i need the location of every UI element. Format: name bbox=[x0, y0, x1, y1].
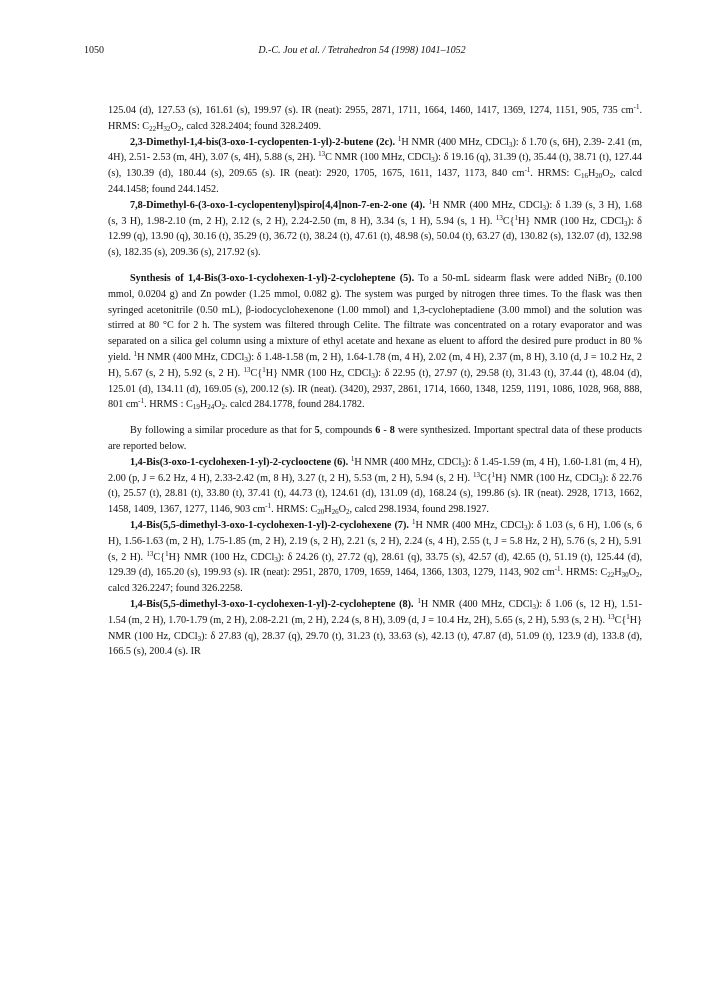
paragraph bbox=[108, 198, 642, 261]
text-run: H bbox=[587, 168, 596, 180]
text-run: , calcd 328.2404; found 328.2409. bbox=[181, 120, 322, 132]
text-run: H NMR (400 MHz, CDCl bbox=[420, 598, 533, 610]
text-run: H} NMR (100 Hz, CDCl bbox=[495, 472, 599, 484]
superscript: 1 bbox=[165, 549, 169, 558]
subscript: 3 bbox=[274, 555, 278, 564]
running-header bbox=[84, 44, 640, 58]
text-run: H NMR (400 MHz, CDCl bbox=[137, 351, 245, 363]
subscript: 3 bbox=[244, 355, 248, 364]
subscript: 3 bbox=[508, 140, 513, 149]
paragraph bbox=[108, 455, 642, 518]
text-run: ): δ 1.45-1.59 (m, 4 H), 1.60-1.81 (m, 4 H), 2.00 (p, J = 6.2 Hz, 4 H), 2.33-2.42 (m, 8 H), 3.27 (t, 2 H), 5.53 (m, 2 H), 5.94 (s, 2 H). bbox=[108, 456, 642, 484]
text-run: O bbox=[602, 168, 610, 180]
subscript: 26 bbox=[331, 508, 339, 517]
superscript: 1 bbox=[262, 365, 266, 374]
text-run: ): δ 27.83 (q), 28.37 (q), 29.70 (t), 31.23 (t), 33.63 (s), 42.13 (t), 47.87 (d), 51.09 (t), 123.9 (d), 133.8 (d), 166.5 (s), 200.4 (s). IR bbox=[108, 630, 642, 658]
journal-citation: D.-C. Jou et al. / Tetrahedron 54 (1998) 1041–1052 bbox=[258, 45, 466, 56]
subscript: 20 bbox=[595, 172, 603, 181]
text-run: - bbox=[380, 425, 390, 437]
text-run: 125.04 (d), 127.53 (s), 161.61 (s), 199.97 (s). IR (neat): 2955, 2871, 1711, 1664, 1460, 1417, 1369, 1274, 1151, 905, 735 cm bbox=[108, 105, 634, 116]
text-run: , calcd 326.2247; found 326.2258. bbox=[108, 567, 642, 595]
text-run: H NMR (400 MHz, CDCl bbox=[354, 456, 462, 468]
text-run: C{ bbox=[250, 367, 263, 379]
text-run: C{ bbox=[614, 614, 627, 626]
article-body bbox=[108, 103, 642, 660]
subscript: 22 bbox=[149, 124, 157, 133]
text-run: C{ bbox=[153, 551, 166, 563]
text-run: ): δ 22.76 (t), 25.57 (t), 28.81 (t), 33.80 (t), 37.41 (t), 44.73 (t), 124.61 (d), 131.09 (d), 168.24 (s), 199.86 (s). IR (neat). 2928, 1713, 1662, 1458, 1409, 1367, 1277, 1146, 903 cm bbox=[108, 472, 642, 516]
superscript: -1 bbox=[524, 166, 531, 175]
paragraph bbox=[108, 518, 642, 597]
subscript: 3 bbox=[431, 156, 435, 165]
superscript: -1 bbox=[554, 565, 561, 574]
text-run: , calcd 244.1458; found 244.1452. bbox=[108, 168, 642, 195]
text-run: H bbox=[199, 399, 208, 411]
text-run: ): δ 12.99 (q), 13.90 (q), 30.16 (t), 35.29 (t), 36.72 (t), 38.24 (t), 47.61 (t), 48.98 (s), 50.04 (t), 63.27 (d), 130.82 (s), 132.07 (d), 132.98 (s), 182.35 (s), 209.36 (s), 217.92 (s). bbox=[108, 215, 642, 259]
text-run: O bbox=[170, 120, 178, 132]
text-run: H} NMR (100 Hz, CDCl bbox=[518, 215, 625, 227]
text-run: ): δ 1.06 (s, 12 H), 1.51-1.54 (m, 2 H), 1.70-1.79 (m, 2 H), 2.08-2.21 (m, 2 H), 2.24 (s, 8 H), 3.09 (d, J = 10.4 Hz, 2H), 5.65 (s, 2 H), 5.93 (s, 2 H). bbox=[108, 598, 642, 626]
superscript: 13 bbox=[318, 150, 326, 159]
text-run: . HRMS: C bbox=[271, 504, 318, 516]
subscript: 20 bbox=[317, 508, 325, 517]
text-run: ): δ 1.48-1.58 (m, 2 H), 1.64-1.78 (m, 4 H), 2.02 (m, 4 H), 2.37 (m, 8 H), 3.10 (d, J = 10.2 Hz, 2 H), 5.67 (s, 2 H), 5.92 (s, 2 H). bbox=[108, 351, 642, 379]
text-run: H bbox=[614, 567, 622, 579]
superscript: 1 bbox=[133, 349, 138, 358]
text-run: . HRMS: C bbox=[560, 567, 608, 579]
compound-heading: 7,8-Dimethyl-6-(3-oxo-1-cyclopentenyl)spiro[4,4]non-7-en-2-one (4). bbox=[130, 199, 426, 211]
text-run: O bbox=[628, 567, 636, 579]
text-run: . HRMS: C bbox=[108, 105, 642, 132]
text-run: H bbox=[156, 120, 164, 132]
superscript: 13 bbox=[495, 213, 503, 222]
superscript: 1 bbox=[411, 517, 416, 526]
text-run: were synthesized. Important spectral data of these products are reported below. bbox=[108, 425, 642, 452]
text-run: . HRMS: C bbox=[530, 168, 581, 180]
subscript: 24 bbox=[207, 403, 215, 412]
text-run: ): δ 1.70 (s, 6H), 2.39- 2.41 (m, 4H), 2.51- 2.53 (m, 4H), 3.07 (s, 4H), 5.88 (s, 2H). bbox=[108, 136, 642, 164]
text-run: O bbox=[338, 504, 346, 516]
paragraph bbox=[108, 423, 642, 455]
compound-heading: 6 bbox=[375, 425, 381, 437]
subscript: 2 bbox=[607, 276, 612, 285]
superscript: 1 bbox=[491, 470, 496, 479]
subscript: 22 bbox=[607, 571, 615, 580]
superscript: 1 bbox=[626, 612, 630, 621]
superscript: -1 bbox=[138, 397, 145, 406]
subscript: 3 bbox=[524, 523, 528, 532]
text-run: H NMR (400 MHz, CDCl bbox=[432, 199, 543, 211]
text-run: ): δ 22.95 (t), 27.97 (t), 29.58 (t), 31.43 (t), 37.44 (t), 48.04 (d), 125.01 (d), 134.11 (d), 169.05 (s), 200.12 (s). IR (neat). (3420), 2937, 2861, 1714, 1660, 1348, 1259, 1191, 1086, 1028, 968, 888, 801 cm bbox=[108, 367, 642, 411]
compound-heading: 1,4-Bis(3-oxo-1-cyclohexen-1-yl)-2-cyclooctene (6). bbox=[130, 456, 349, 468]
superscript: 13 bbox=[243, 365, 251, 374]
superscript: 1 bbox=[428, 197, 433, 206]
subscript: 3 bbox=[371, 371, 375, 380]
superscript: 13 bbox=[472, 470, 480, 479]
superscript: -1 bbox=[633, 103, 640, 111]
compound-heading: Synthesis of 1,4-Bis(3-oxo-1-cyclohexen-1-yl)-2-cycloheptene (5). bbox=[130, 272, 415, 284]
superscript: 1 bbox=[417, 596, 421, 605]
text-run: O bbox=[214, 399, 222, 411]
text-run: , compounds bbox=[319, 425, 376, 437]
text-run: . calcd 284.1778, found 284.1782. bbox=[225, 399, 365, 411]
superscript: 1 bbox=[350, 454, 355, 463]
subscript: 16 bbox=[580, 172, 588, 181]
superscript: 13 bbox=[146, 549, 154, 558]
text-run: H} NMR (100 Hz, CDCl bbox=[265, 367, 372, 379]
compound-heading: 2,3-Dimethyl-1,4-bis(3-oxo-1-cyclopenten-1-yl)-2-butene (2c). bbox=[130, 136, 396, 148]
subscript: 3 bbox=[461, 460, 465, 469]
compound-heading: 8 bbox=[389, 425, 395, 437]
subscript: 19 bbox=[192, 403, 200, 412]
compound-heading: 1,4-Bis(5,5-dimethyl-3-oxo-1-cyclohexen-1-yl)-2-cyclohexene (7). bbox=[130, 519, 409, 531]
paragraph bbox=[108, 135, 642, 198]
subscript: 30 bbox=[621, 571, 629, 580]
subscript: 2 bbox=[609, 172, 614, 181]
subscript: 3 bbox=[542, 203, 547, 212]
subscript: 2 bbox=[635, 571, 640, 580]
text-run: H NMR (400 MHz, CDCl bbox=[415, 519, 525, 531]
subscript: 3 bbox=[532, 602, 536, 611]
text-run: H bbox=[324, 504, 332, 516]
paragraph bbox=[108, 103, 642, 135]
text-run: To a 50-mL sidearm flask were added NiBr bbox=[414, 272, 608, 284]
subscript: 3 bbox=[624, 219, 628, 228]
text-run: (0.100 mmol, 0.0204 g) and Zn powder (1.25 mmol, 0.082 g). The system was purged by nitrogen three times. To the flask was then syringed acetonitrile (0.50 mL), β-iodocyclohexenone (1.00 mmol) and 1,3-cycloheptadiene (3.00 mmol) and the solution was stirred at 80 °C for 2 h. The system was filtered through Celite. The filtrate was concentrated on a rotary evaporator and was separated on a silica gel column using a mixture of ethyl acetate and hexane as eluent to afford the desired pure product in 80 % yield. bbox=[108, 272, 642, 363]
text-run: H} NMR (100 Hz, CDCl bbox=[108, 614, 642, 642]
text-run: ): δ 24.26 (t), 27.72 (q), 28.61 (q), 33.75 (s), 42.57 (d), 42.65 (t), 51.19 (t), 125.44 (d), 129.39 (d), 165.20 (s), 199.93 (s). IR (neat): 2951, 2870, 1709, 1659, 1464, 1366, 1303, 1279, 1143, 902 cm bbox=[108, 551, 643, 579]
superscript: 13 bbox=[607, 612, 615, 621]
subscript: 3 bbox=[598, 476, 603, 485]
compound-heading: 1,4-Bis(5,5-dimethyl-3-oxo-1-cyclohexen-1-yl)-2-cycloheptene (8). bbox=[130, 598, 414, 610]
superscript: 1 bbox=[397, 134, 402, 143]
text-run: C NMR (100 MHz, CDCl bbox=[325, 152, 432, 164]
subscript: 2 bbox=[345, 508, 350, 517]
text-run: C{ bbox=[502, 215, 515, 227]
subscript: 2 bbox=[221, 403, 226, 412]
text-run: By following a similar procedure as that for bbox=[130, 425, 315, 437]
page-number: 1050 bbox=[84, 45, 104, 56]
text-run: , calcd 298.1934, found 298.1927. bbox=[349, 504, 489, 516]
text-run: . HRMS : C bbox=[144, 399, 193, 411]
superscript: -1 bbox=[265, 502, 272, 511]
text-run: ): δ 1.03 (s, 6 H), 1.06 (s, 6 H), 1.56-1.63 (m, 2 H), 1.75-1.85 (m, 2 H), 2.19 (s, 2 H), 2.21 (s, 2 H), 2.24 (s, 4 H), 2.55 (t, J = 5.8 Hz, 2 H), 5.76 (s, 2 H), 5.91 (s, 2 H). bbox=[108, 519, 642, 563]
paragraph bbox=[108, 271, 642, 413]
text-run: H} NMR (100 Hz, CDCl bbox=[168, 551, 275, 563]
text-run: H NMR (400 MHz, CDCl bbox=[401, 136, 509, 148]
subscript: 2 bbox=[177, 124, 182, 133]
text-run: C{ bbox=[479, 472, 492, 484]
subscript: 3 bbox=[197, 634, 202, 643]
paragraph bbox=[108, 597, 642, 660]
compound-heading: 5 bbox=[314, 425, 320, 437]
subscript: 32 bbox=[163, 124, 171, 133]
text-run: ): δ 19.16 (q), 31.39 (t), 35.44 (t), 38.71 (t), 127.44 (s), 130.39 (d), 180.44 (s), 209.65 (s). IR (neat): 2920, 1705, 1675, 1611, 1437, 1173, 840 cm bbox=[108, 152, 643, 180]
superscript: 1 bbox=[514, 213, 519, 222]
text-run: ): δ 1.39 (s, 3 H), 1.68 (s, 3 H), 1.98-2.10 (m, 2 H), 2.12 (s, 2 H), 2.24-2.50 (m, 8 H), 3.34 (s, 1 H), 5.94 (s, 1 H). bbox=[108, 199, 642, 227]
